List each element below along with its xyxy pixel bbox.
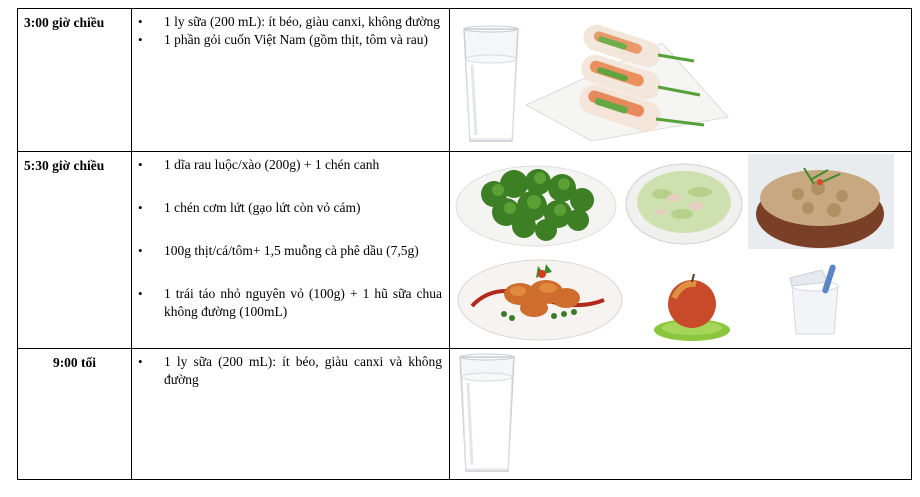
- list-item: • 100g thịt/cá/tôm+ 1,5 muỗng cà phê dầu (7,5g): [164, 242, 442, 260]
- soup-bowl-image: [622, 154, 746, 249]
- spring-rolls-image: [522, 21, 732, 145]
- list-item: • 1 ly sữa (200 mL): ít béo, giàu canxi, không đường: [164, 13, 442, 31]
- food-list: [132, 152, 449, 321]
- list-item: • 1 trái táo nhỏ nguyên vỏ (100g) + 1 hũ sữa chua không đường (100mL): [164, 285, 442, 321]
- table-row: [18, 152, 912, 349]
- list-item: • 1 dĩa rau luộc/xào (200g) + 1 chén canh: [164, 156, 442, 174]
- food-list: [132, 9, 449, 49]
- time-cell: 3:00 giờ chiều: [18, 9, 132, 152]
- meal-plan-table: [17, 8, 912, 480]
- brown-rice-bowl-image: [748, 154, 894, 249]
- images-cell: [450, 9, 912, 152]
- time-cell: 9:00 tối: [18, 349, 132, 480]
- table-row: [18, 9, 912, 152]
- list-item: • 1 chén cơm lứt (gạo lứt còn vỏ cám): [164, 199, 442, 217]
- list-item: • 1 phần gỏi cuốn Việt Nam (gồm thịt, tôm và rau): [164, 31, 442, 49]
- time-cell: 5:30 giờ chiều: [18, 152, 132, 349]
- yogurt-cup-image: [782, 262, 848, 338]
- milk-glass-image: [462, 25, 520, 145]
- fried-meat-dish-image: [454, 252, 624, 344]
- items-cell: [132, 349, 450, 480]
- images-cell: [450, 152, 912, 349]
- broccoli-plate-image: [454, 154, 620, 249]
- apple-image: [652, 270, 732, 342]
- list-item: • 1 ly sữa (200 mL): ít béo, giàu canxi và không đường: [164, 353, 442, 389]
- items-cell: [132, 9, 450, 152]
- food-list: [132, 349, 449, 389]
- milk-glass-image: [458, 353, 516, 475]
- images-cell: [450, 349, 912, 480]
- table-row: [18, 349, 912, 480]
- items-cell: [132, 152, 450, 349]
